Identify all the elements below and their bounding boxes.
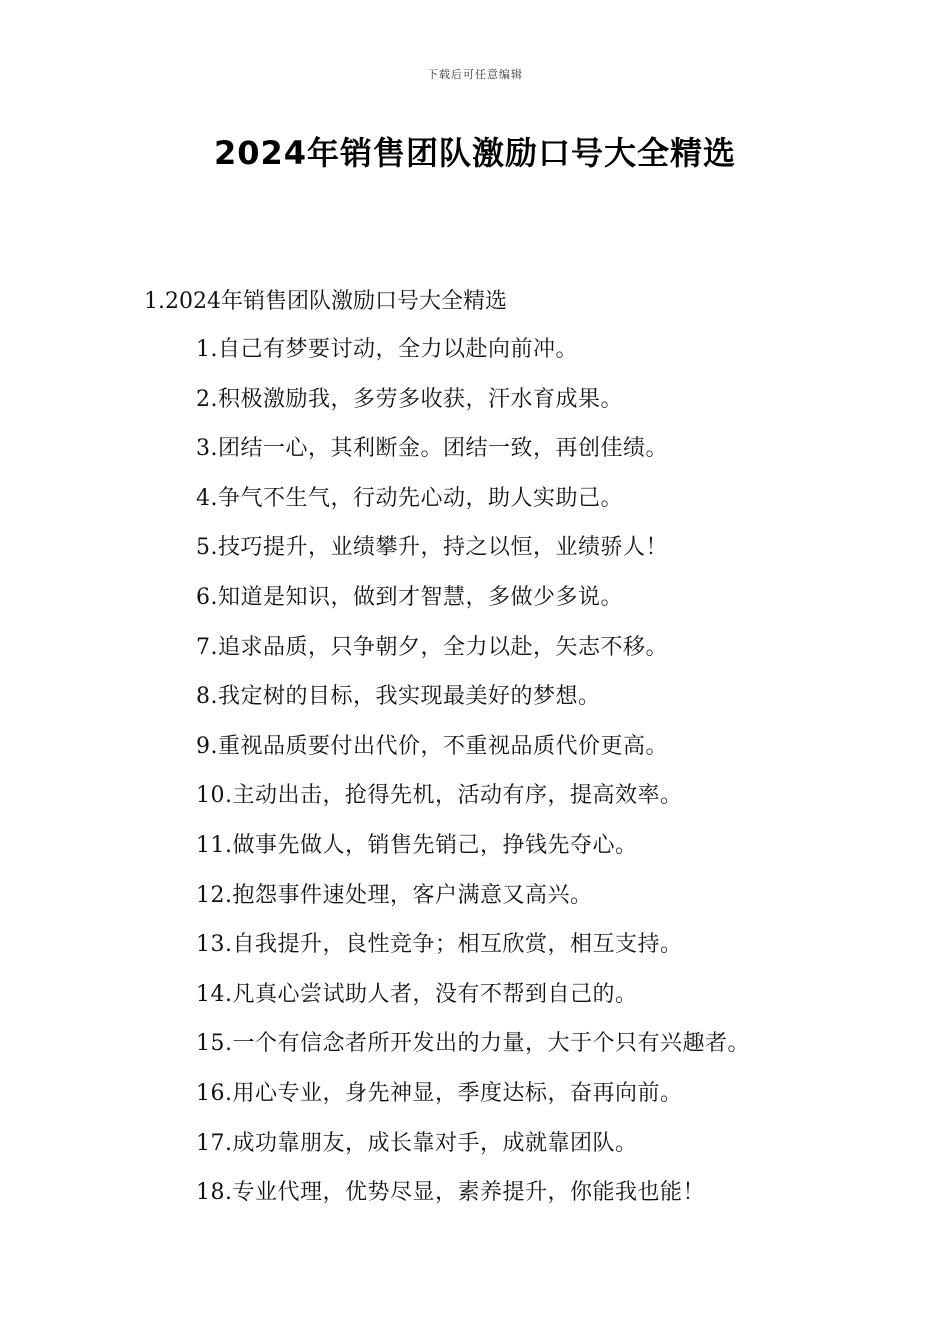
slogan-item: 13.自我提升，良性竞争；相互欣赏，相互支持。 — [196, 932, 683, 958]
slogan-item: 12.抱怨事件速处理，客户满意又高兴。 — [196, 882, 593, 908]
slogan-item: 16.用心专业，身先神显，季度达标，奋再向前。 — [196, 1080, 683, 1106]
header-note: 下载后可任意编辑 — [427, 68, 523, 81]
slogan-item: 11.做事先做人，销售先销己，挣钱先夺心。 — [196, 832, 638, 858]
slogan-item: 7.追求品质，只争朝夕，全力以赴，矢志不移。 — [196, 634, 668, 660]
slogan-item: 6.知道是知识，做到才智慧，多做少多说。 — [196, 584, 623, 610]
slogan-item: 14.凡真心尝试助人者，没有不帮到自己的。 — [196, 981, 638, 1007]
slogan-item: 8.我定树的目标，我实现最美好的梦想。 — [196, 684, 601, 710]
slogan-item: 1.自己有梦要讨动，全力以赴向前冲。 — [196, 337, 578, 362]
slogan-item: 2.积极激励我，多劳多收获，汗水育成果。 — [196, 386, 623, 412]
slogan-item: 10.主动出击，抢得先机，活动有序，提高效率。 — [196, 783, 683, 809]
slogan-list — [196, 330, 896, 1223]
slogan-item: 4.争气不生气，行动先心动，助人实助己。 — [196, 485, 623, 511]
slogan-item: 17.成功靠朋友，成长靠对手，成就靠团队。 — [196, 1130, 638, 1156]
slogan-item: 3.团结一心，其利断金。团结一致，再创佳绩。 — [196, 436, 668, 462]
slogan-item: 18.专业代理，优势尽显，素养提升，你能我也能！ — [196, 1180, 705, 1206]
document-title: 2024年销售团队激励口号大全精选 — [213, 134, 737, 172]
slogan-item: 15.一个有信念者所开发出的力量，大于个只有兴趣者。 — [196, 1031, 750, 1057]
slogan-item: 5.技巧提升，业绩攀升，持之以恒，业绩骄人！ — [196, 535, 668, 561]
section-heading: 1.2024年销售团队激励口号大全精选 — [144, 289, 507, 314]
slogan-item: 9.重视品质要付出代价，不重视品质代价更高。 — [196, 733, 668, 759]
